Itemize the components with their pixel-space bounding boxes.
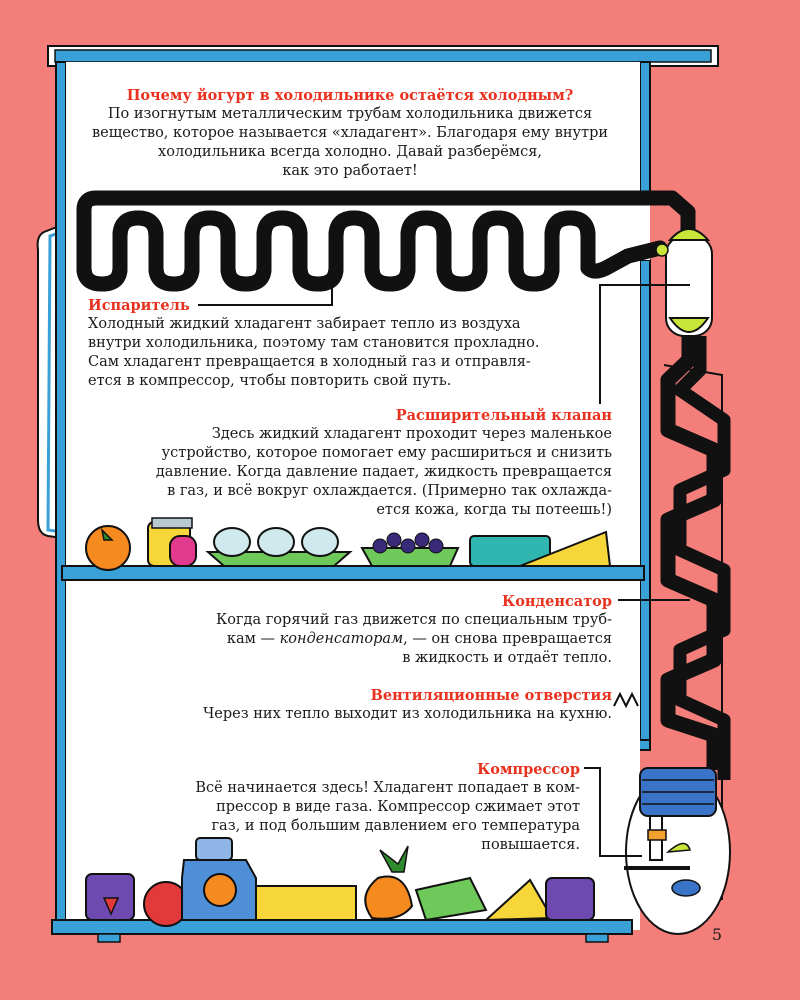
fridge-bottom [52, 920, 632, 934]
page-number: 5 [711, 925, 722, 944]
evaporator-title: Испаритель [88, 297, 190, 314]
condenser-block [140, 592, 612, 668]
condenser-line-start: кам — [226, 631, 280, 647]
middle-shelf [62, 566, 644, 580]
compressor-line: Всё начинается здесь! Хладагент попадает в ком- [195, 780, 580, 796]
condenser-line [140, 630, 612, 649]
vents-title: Вентиляционные отверстия [370, 687, 612, 704]
condenser-line: Когда горячий газ движется по специальным труб- [215, 612, 612, 628]
valve-line: в газ, и всё вокруг охлаждается. (Примерно так охлажда- [167, 483, 612, 499]
compressor [624, 768, 730, 934]
compressor-title: Компрессор [477, 761, 580, 778]
intro-block [80, 86, 620, 181]
condenser-line: в жидкость и отдаёт тепло. [402, 650, 612, 666]
evaporator-line: Холодный жидкий хладагент забирает тепло из воздуха [88, 316, 521, 332]
compressor-line: прессор в виде газа. Компрессор сжимает этот [216, 799, 580, 815]
intro-line: холодильника всегда холодно. Давай разберёмся, [158, 144, 542, 160]
condenser-term: конденсаторам [279, 631, 404, 647]
evaporator-line: внутри холодильника, поэтому там становится прохладно. [88, 335, 540, 351]
condenser-title: Конденсатор [502, 593, 612, 610]
compressor-line: повышается. [481, 837, 580, 853]
evaporator-line: Сам хладагент превращается в холодный газ и отправля- [88, 354, 531, 370]
condenser-line-end: , — он снова превращается [403, 631, 612, 647]
compressor-line: газ, и под большим давлением его температура [211, 818, 580, 834]
expansion-valve [656, 229, 712, 336]
valve-line: устройство, которое помогает ему расшириться и снизить [161, 445, 612, 461]
intro-title: Почему йогурт в холодильнике остаётся холодным? [126, 87, 574, 104]
evaporator-block [88, 296, 608, 391]
valve-block [130, 406, 612, 520]
vents-block [140, 686, 612, 724]
valve-line: Здесь жидкий хладагент проходит через маленькое [211, 426, 612, 442]
valve-title: Расширительный клапан [395, 407, 612, 424]
evaporator-line: ется в компрессор, чтобы повторить свой путь. [88, 373, 452, 389]
intro-line: как это работает! [282, 163, 418, 179]
vents-line: Через них тепло выходит из холодильника на кухню. [203, 706, 612, 722]
compressor-block [140, 760, 580, 855]
intro-line: По изогнутым металлическим трубам холодильника движется [107, 106, 593, 122]
intro-line: вещество, которое называется «хладагент». Благодаря ему внутри [91, 125, 609, 141]
valve-line: давление. Когда давление падает, жидкость превращается [155, 464, 612, 480]
valve-line: ется кожа, когда ты потеешь!) [376, 502, 612, 518]
